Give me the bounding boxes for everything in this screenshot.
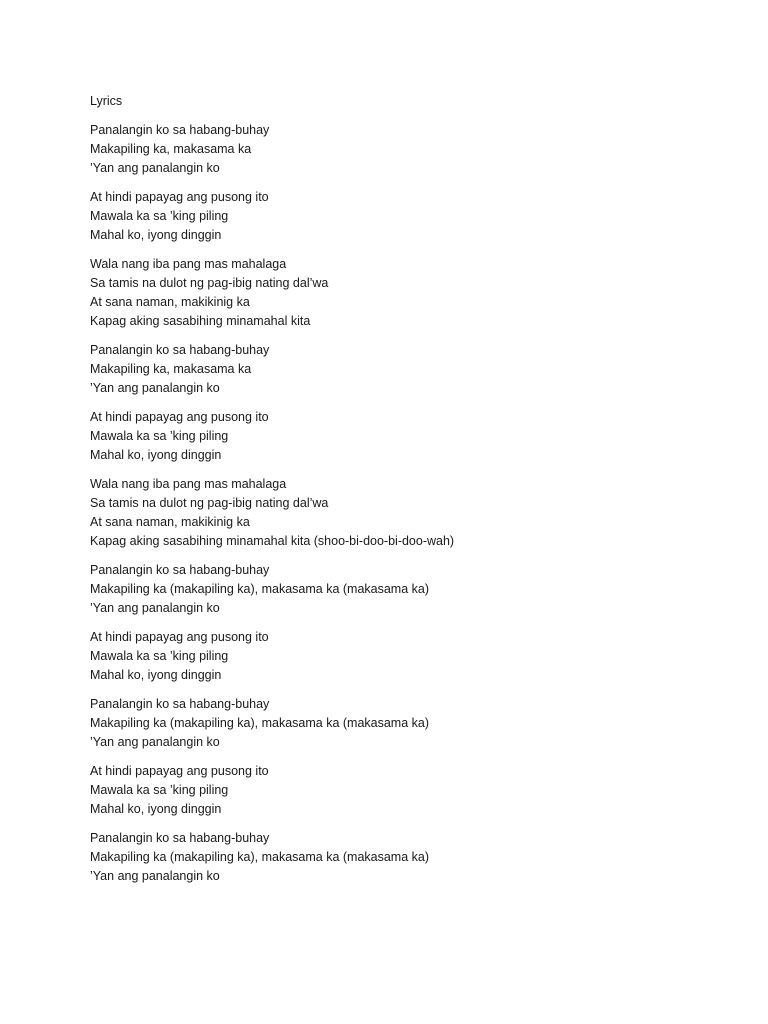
lyrics-stanza: [90, 121, 730, 178]
lyrics-line: Makapiling ka, makasama ka: [90, 362, 252, 376]
lyrics-line: At sana naman, makikinig ka: [90, 515, 250, 529]
lyrics-stanza: [90, 188, 730, 245]
lyrics-stanza: [90, 695, 730, 752]
lyrics-line: ’Yan ang panalangin ko: [90, 735, 220, 749]
lyrics-body: [90, 121, 730, 886]
lyrics-line: Makapiling ka (makapiling ka), makasama ka (makasama ka): [90, 582, 430, 596]
lyrics-line: Kapag aking sasabihing minamahal kita: [90, 314, 311, 328]
lyrics-line: Makapiling ka (makapiling ka), makasama ka (makasama ka): [90, 850, 430, 864]
lyrics-line: Makapiling ka (makapiling ka), makasama ka (makasama ka): [90, 716, 430, 730]
lyrics-line: Panalangin ko sa habang-buhay: [90, 123, 270, 137]
lyrics-line: Mawala ka sa ’king piling: [90, 783, 229, 797]
lyrics-line: Sa tamis na dulot ng pag-ibig nating dal’wa: [90, 276, 329, 290]
lyrics-line: Panalangin ko sa habang-buhay: [90, 343, 270, 357]
lyrics-line: Mahal ko, iyong dinggin: [90, 668, 222, 682]
lyrics-line: Mawala ka sa ’king piling: [90, 209, 229, 223]
document-page: [90, 92, 730, 896]
lyrics-line: At hindi papayag ang pusong ito: [90, 630, 269, 644]
lyrics-line: Mawala ka sa ’king piling: [90, 649, 229, 663]
lyrics-stanza: [90, 475, 730, 551]
lyrics-line: At hindi papayag ang pusong ito: [90, 410, 269, 424]
lyrics-line: Makapiling ka, makasama ka: [90, 142, 252, 156]
lyrics-line: At sana naman, makikinig ka: [90, 295, 250, 309]
lyrics-line: ’Yan ang panalangin ko: [90, 161, 220, 175]
lyrics-stanza: [90, 829, 730, 886]
lyrics-line: Mawala ka sa ’king piling: [90, 429, 229, 443]
lyrics-stanza: [90, 255, 730, 331]
lyrics-line: Mahal ko, iyong dinggin: [90, 448, 222, 462]
lyrics-line: At hindi papayag ang pusong ito: [90, 764, 269, 778]
lyrics-stanza: [90, 341, 730, 398]
lyrics-line: Panalangin ko sa habang-buhay: [90, 563, 270, 577]
lyrics-line: Panalangin ko sa habang-buhay: [90, 831, 270, 845]
lyrics-line: Panalangin ko sa habang-buhay: [90, 697, 270, 711]
lyrics-stanza: [90, 561, 730, 618]
lyrics-line: Wala nang iba pang mas mahalaga: [90, 477, 287, 491]
lyrics-line: Mahal ko, iyong dinggin: [90, 802, 222, 816]
lyrics-line: Mahal ko, iyong dinggin: [90, 228, 222, 242]
lyrics-line: ’Yan ang panalangin ko: [90, 601, 220, 615]
lyrics-line: Wala nang iba pang mas mahalaga: [90, 257, 287, 271]
lyrics-stanza: [90, 408, 730, 465]
lyrics-line: Sa tamis na dulot ng pag-ibig nating dal’wa: [90, 496, 329, 510]
lyrics-stanza: [90, 762, 730, 819]
lyrics-line: ’Yan ang panalangin ko: [90, 869, 220, 883]
lyrics-line: At hindi papayag ang pusong ito: [90, 190, 269, 204]
lyrics-stanza: [90, 628, 730, 685]
lyrics-line: ’Yan ang panalangin ko: [90, 381, 220, 395]
lyrics-heading: Lyrics: [90, 94, 123, 108]
lyrics-line: Kapag aking sasabihing minamahal kita (shoo-bi-doo-bi-doo-wah): [90, 534, 455, 548]
